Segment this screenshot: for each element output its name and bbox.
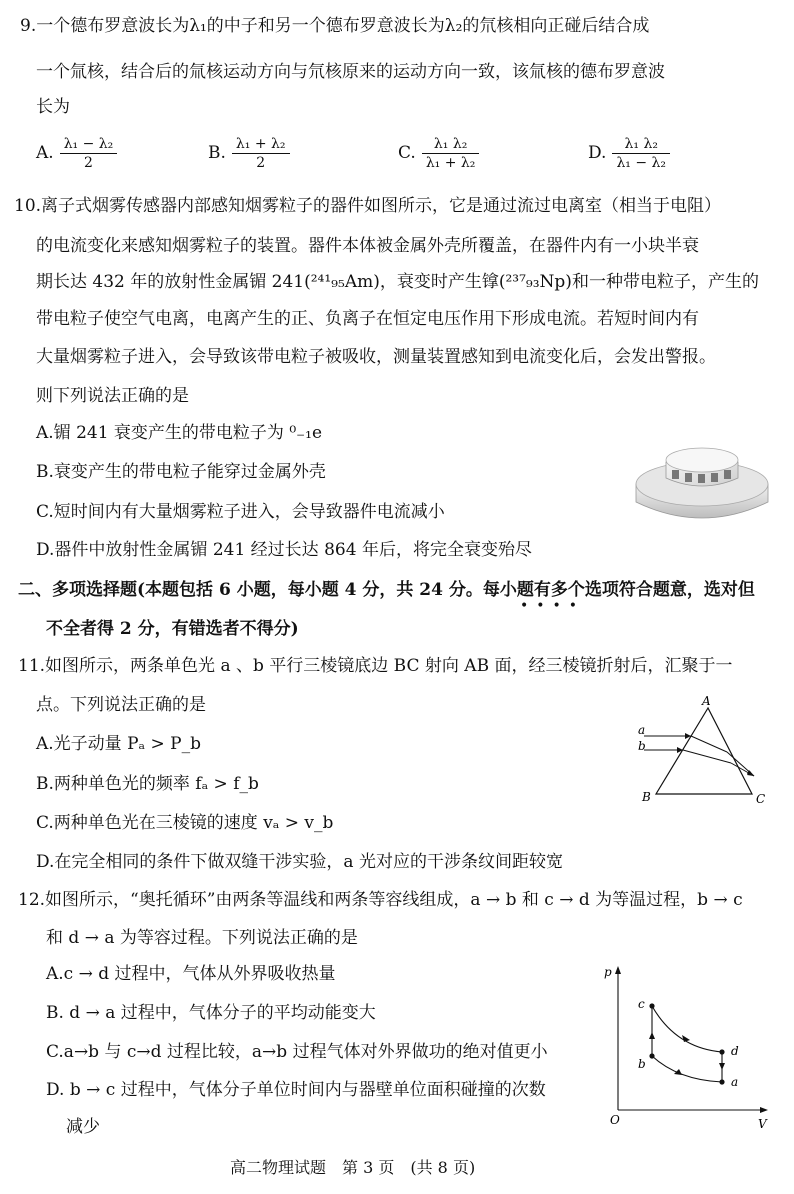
isotherm-cd — [652, 1006, 722, 1052]
q10-option-a: A.镅 241 衰变产生的带电粒子为 ⁰₋₁e — [36, 423, 323, 443]
q10-line6: 则下列说法正确的是 — [36, 386, 189, 406]
q11-option-a: A.光子动量 Pₐ > P_b — [36, 734, 201, 754]
q11-option-c: C.两种单色光在三棱镜的速度 vₐ > v_b — [36, 813, 334, 833]
point-c — [649, 1003, 654, 1008]
q12-line2: 和 d → a 为等容过程。下列说法正确的是 — [46, 928, 358, 948]
label-V: V — [758, 1117, 767, 1131]
label-A: A — [702, 696, 711, 708]
q12-option-b: B. d → a 过程中，气体分子的平均动能变大 — [46, 1003, 376, 1023]
q9-option-d-fraction: $\frac{\text{λ₁ λ₂}}{\text{λ₁ − λ₂}}$ — [612, 136, 670, 171]
smoke-detector-image — [632, 432, 772, 532]
isotherm-ab — [652, 1056, 722, 1082]
ray-b-refracted — [683, 750, 731, 763]
q10-line1: 10.离子式烟雾传感器内部感知烟雾粒子的器件如图所示，它是通过流过电离室（相当于电阻） — [14, 196, 722, 216]
point-a — [719, 1079, 724, 1084]
q12-option-c: C.a→b 与 c→d 过程比较，a→b 过程气体对外界做功的绝对值更小 — [46, 1042, 548, 1062]
label-p: p — [604, 965, 612, 979]
label-c: c — [638, 997, 645, 1011]
pv-diagram — [598, 960, 778, 1132]
q9-line3: 长为 — [36, 97, 70, 117]
q9-line1: 9.一个德布罗意波长为λ₁的中子和另一个德布罗意波长为λ₂的氘核相向正碰后结合成 — [20, 16, 650, 36]
q9-option-c-fraction: $\frac{\text{λ₁ λ₂}}{\text{λ₁ + λ₂}}$ — [422, 136, 480, 171]
q9-option-b: B. $\frac{\text{λ₁ + λ₂}}{2}$ — [208, 136, 290, 171]
section2-heading-line1: 二、多项选择题(本题包括 6 小题，每小题 4 分，共 24 分。每小题有多个选项符合题意，选对但 — [18, 580, 755, 600]
q12-option-a: A.c → d 过程中，气体从外界吸收热量 — [46, 964, 336, 984]
q10-option-c: C.短时间内有大量烟雾粒子进入，会导致器件电流减小 — [36, 502, 445, 522]
q12-option-d: D. b → c 过程中，气体分子单位时间内与器壁单位面积碰撞的次数 — [46, 1080, 546, 1100]
label-B: B — [642, 790, 651, 804]
page-footer: 高二物理试题 第 3 页 (共 8 页) — [230, 1158, 476, 1177]
q9-option-d: D. $\frac{\text{λ₁ λ₂}}{\text{λ₁ − λ₂}}$ — [588, 136, 670, 171]
section2-heading-line2: 不全者得 2 分，有错选者不得分) — [46, 619, 299, 639]
q10-line4: 带电粒子使空气电离，电离产生的正、负离子在恒定电压作用下形成电流。若短时间内有 — [36, 309, 699, 329]
q10-line2: 的电流变化来感知烟雾粒子的装置。器件本体被金属外壳所覆盖，在器件内有一小块半衰 — [36, 236, 699, 256]
q10-line3: 期长达 432 年的放射性金属镅 241(²⁴¹₉₅Am)，衰变时产生镎(²³⁷₉₃Np)和一种带电粒子，产生的 — [36, 272, 759, 292]
emphasis-dots: •••• — [520, 598, 586, 614]
prism-diagram — [632, 696, 772, 808]
label-C: C — [756, 792, 766, 806]
q11-option-d: D.在完全相同的条件下做双缝干涉实验，a 光对应的干涉条纹间距较宽 — [36, 852, 563, 872]
q9-option-a: A. $\frac{\text{λ₁ − λ₂}}{2}$ — [36, 136, 117, 171]
q12-line1: 12.如图所示，“奥托循环”由两条等温线和两条等容线组成，a → b 和 c → d 为等温过程，b → c — [18, 890, 743, 910]
q11-option-b: B.两种单色光的频率 fₐ > f_b — [36, 774, 259, 794]
q10-line5: 大量烟雾粒子进入，会导致该带电粒子被吸收，测量装置感知到电流变化后，会发出警报。 — [36, 347, 716, 367]
q11-line2: 点。下列说法正确的是 — [36, 695, 206, 715]
q10-option-b: B.衰变产生的带电粒子能穿过金属外壳 — [36, 462, 326, 482]
label-b: b — [638, 1057, 646, 1071]
label-a: a — [731, 1075, 739, 1089]
point-b — [649, 1053, 654, 1058]
label-d: d — [731, 1044, 739, 1058]
q12-option-d-continued: 减少 — [66, 1117, 100, 1137]
prism-triangle — [656, 708, 752, 794]
q9-option-a-fraction: $\frac{\text{λ₁ − λ₂}}{2}$ — [60, 136, 118, 171]
point-d — [719, 1049, 724, 1054]
label-O: O — [610, 1113, 620, 1127]
q9-line2: 一个氚核，结合后的氚核运动方向与氘核原来的运动方向一致，该氚核的德布罗意波 — [36, 62, 665, 82]
q9-option-c: C. $\frac{\text{λ₁ λ₂}}{\text{λ₁ + λ₂}}$ — [398, 136, 479, 171]
label-ray-b: b — [638, 739, 646, 753]
label-ray-a: a — [638, 723, 646, 737]
ray-a-refracted — [691, 736, 727, 752]
q11-line1: 11.如图所示，两条单色光 a 、b 平行三棱镜底边 BC 射向 AB 面，经三棱镜折射后，汇聚于一 — [18, 656, 733, 676]
q10-option-d: D.器件中放射性金属镅 241 经过长达 864 年后，将完全衰变殆尽 — [36, 540, 532, 560]
q9-option-b-fraction: $\frac{\text{λ₁ + λ₂}}{2}$ — [232, 136, 290, 171]
